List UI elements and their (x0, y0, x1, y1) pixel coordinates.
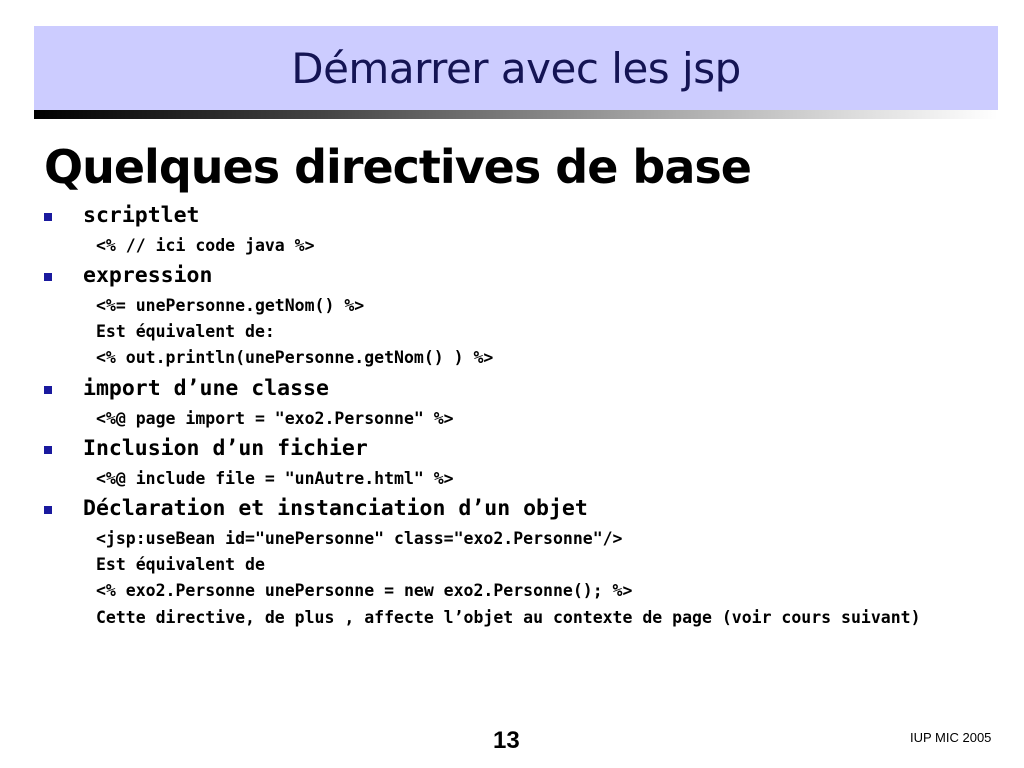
item-line: <% out.println(unePersonne.getNom() ) %> (96, 348, 494, 367)
item-line: <jsp:useBean id="unePersonne" class="exo2.Personne"/> (96, 529, 623, 548)
title-rule (34, 110, 998, 119)
footer-text: IUP MIC 2005 (910, 730, 992, 745)
page-number: 13 (493, 727, 520, 754)
item-line: <%@ page import = "exo2.Personne" %> (96, 409, 454, 428)
item-label: import d’une classe (83, 376, 329, 401)
bullet-square-icon (44, 446, 52, 454)
item-label: expression (83, 263, 213, 288)
item-line: Est équivalent de (96, 555, 265, 574)
bullet-square-icon (44, 386, 52, 394)
item-line: <%@ include file = "unAutre.html" %> (96, 469, 454, 488)
item-line: <% exo2.Personne unePersonne = new exo2.Personne(); %> (96, 581, 633, 600)
item-label: Déclaration et instanciation d’un objet (83, 496, 588, 521)
item-line: <% // ici code java %> (96, 236, 315, 255)
title-band (34, 26, 998, 110)
slide-heading: Quelques directives de base (44, 140, 751, 194)
item-line: Cette directive, de plus , affecte l’objet au contexte de page (voir cours suivant) (96, 608, 921, 627)
item-line: Est équivalent de: (96, 322, 275, 341)
item-label: Inclusion d’un fichier (83, 436, 368, 461)
bullet-square-icon (44, 506, 52, 514)
item-line: <%= unePersonne.getNom() %> (96, 296, 365, 315)
bullet-square-icon (44, 273, 52, 281)
bullet-square-icon (44, 213, 52, 221)
item-label: scriptlet (83, 203, 200, 228)
slide-title: Démarrer avec les jsp (291, 43, 741, 93)
